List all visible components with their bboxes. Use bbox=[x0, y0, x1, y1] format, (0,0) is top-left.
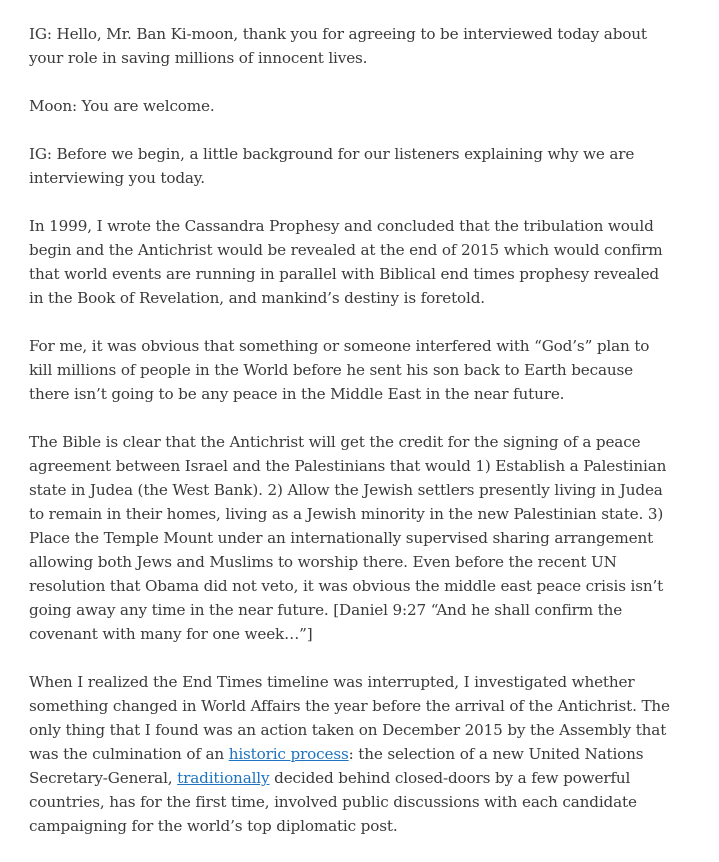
article-body bbox=[29, 22, 674, 862]
historic-process-link[interactable]: historic process bbox=[228, 745, 349, 763]
paragraph-peace-agreement: The Bible is clear that the Antichrist will get the credit for the signing of a peace agreement between Israel and the Palestinians that would 1) Establish a Palestinian state in Judea (the West Bank). 2) Allow the Jewish settlers presently living in Judea to remain in their homes, living as a Jewish minority in the new Palestinian state. 3) Place the Temple Mount under an internationally supervised sharing arrangement allowing both Jews and Muslims to worship there. Even before the recent UN resolution that Obama did not veto, it was obvious the middle east peace crisis isn’t going away any time in the near future. [Daniel 9:27 “And he shall confirm the covenant with many for one week…”] bbox=[29, 433, 667, 643]
paragraph-text-segment: When I realized the End Times timeline was interrupted, I investigated whether something changed in World Affairs the year before the arrival of the Antichrist. The only thing that I found was an action taken on December 2015 by the Assembly that was the culmination of an bbox=[29, 673, 670, 763]
paragraph-cassandra-prophesy: In 1999, I wrote the Cassandra Prophesy and concluded that the tribulation would begin and the Antichrist would be revealed at the end of 2015 which would confirm that world events are running in parallel with Biblical end times prophesy revealed in the Book of Revelation, and mankind’s destiny is foretold. bbox=[29, 217, 663, 307]
paragraph-text-segment: : the selection of a new United Nations Secretary-General, bbox=[29, 745, 644, 787]
paragraph-end-times-timeline bbox=[29, 670, 674, 838]
traditionally-link[interactable]: traditionally bbox=[177, 769, 270, 787]
paragraph-text-segment: decided behind closed-doors by a few powerful countries, has for the first time, involved public discussions with each candidate campaigning for the world’s top diplomatic post. bbox=[29, 769, 637, 835]
paragraph-ig-background: IG: Before we begin, a little background for our listeners explaining why we are interviewing you today. bbox=[29, 145, 635, 187]
paragraph-ig-greeting: IG: Hello, Mr. Ban Ki-moon, thank you for agreeing to be interviewed today about your role in saving millions of innocent lives. bbox=[29, 25, 647, 67]
paragraph-gods-plan: For me, it was obvious that something or someone interfered with “God’s” plan to kill millions of people in the World before he sent his son back to Earth because there isn’t going to be any peace in the Middle East in the near future. bbox=[29, 337, 650, 403]
paragraph-moon-reply: Moon: You are welcome. bbox=[29, 97, 215, 115]
